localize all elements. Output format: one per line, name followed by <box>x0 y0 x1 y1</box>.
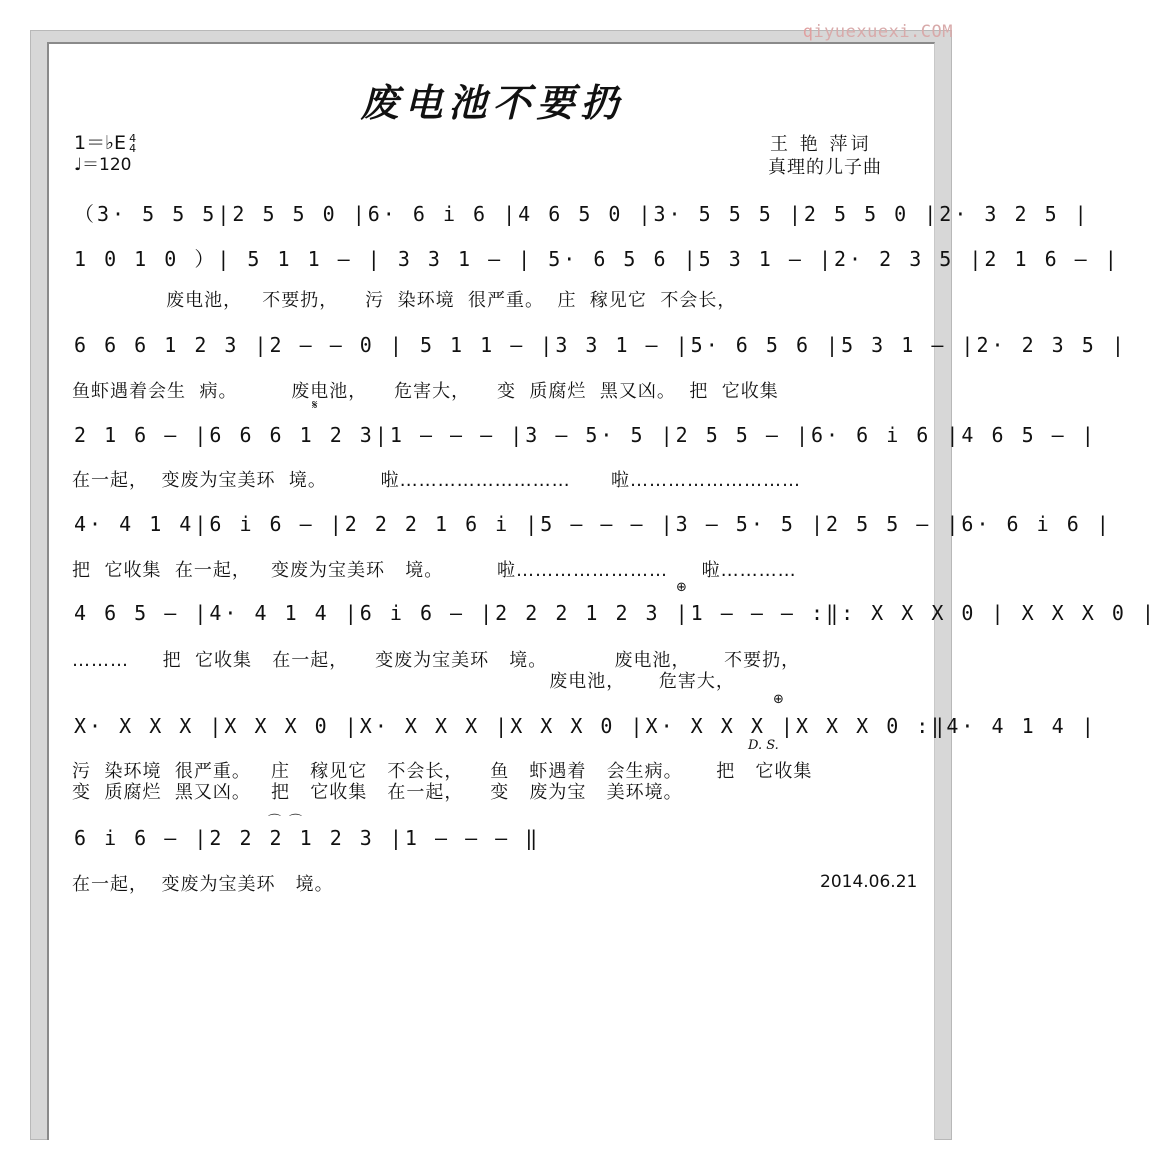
key-text: 1＝♭E <box>74 132 127 154</box>
song-title: 废电池不要扔 <box>360 80 625 125</box>
lyrics-line-4: 在一起， 变废为宝美环 境。 啦……………………… 啦……………………… <box>72 470 801 491</box>
lyrics-line-7a: 污 染环境 很严重。 庄 稼见它 不会长， 鱼 虾遇着 会生病。 把 它收集 <box>72 761 813 782</box>
fermata-mark-2: ⌒ <box>289 814 303 829</box>
date-stamp: 2014.06.21 <box>820 872 918 892</box>
notation-line-1: （3· 5 5 5|2 5 5 0 |6· 6 i 6 |4 6 5 0 |3· 5 5 5 |2 5 5 0 |2· 3 2 5 | <box>74 202 1090 226</box>
notation-line-7: X· X X X |X X X 0 |X· X X X |X X X 0 |X· X X X |X X X 0 :‖4· 4 1 4 | <box>74 714 1097 738</box>
notation-line-2: 1 0 1 0 ）| 5 1 1 — | 3 3 1 — | 5· 6 5 6 |5 3 1 — |2· 2 3 5 |2 1 6 — | <box>74 247 1120 271</box>
composer-credit: 真理的儿子曲 <box>768 157 882 178</box>
notation-line-3: 6 6 6 1 2 3 |2 — — 0 | 5 1 1 — |3 3 1 — |5· 6 5 6 |5 3 1 — |2· 2 3 5 | <box>74 333 1127 357</box>
segno-mark: 𝄋 <box>312 398 318 413</box>
time-signature: 4 4 <box>129 131 137 155</box>
coda-mark-2: ⊕ <box>773 692 784 707</box>
watermark: qiyuexuexi.COM <box>802 22 953 42</box>
lyrics-line-5: 把 它收集 在一起， 变废为宝美环 境。 啦…………………… 啦………… <box>72 560 797 581</box>
ds-marking: D. S. <box>748 738 779 753</box>
fermata-mark-1: ⌒ <box>268 814 282 829</box>
lyrics-line-3: 鱼虾遇着会生 病。 废电池， 危害大， 变 质腐烂 黑又凶。 把 它收集 <box>72 381 779 402</box>
lyricist-credit: 王 艳 萍词 <box>770 134 872 155</box>
lyrics-line-6a: ……… 把 它收集 在一起， 变废为宝美环 境。 废电池， 不要扔， <box>72 650 801 671</box>
notation-line-6: 4 6 5 — |4· 4 1 4 |6 i 6 — |2 2 2 1 2 3 |1 — — — :‖: X X X 0 | X X X 0 | <box>74 601 1157 625</box>
lyrics-line-2: 废电池， 不要扔， 污 染环境 很严重。 庄 稼见它 不会长， <box>72 290 737 311</box>
notation-line-4: 2 1 6 — |6 6 6 1 2 3|1 — — — |3 — 5· 5 |2 5 5 — |6· 6 i 6 |4 6 5 — | <box>74 423 1097 447</box>
lyrics-line-7b: 变 质腐烂 黑又凶。 把 它收集 在一起， 变 废为宝 美环境。 <box>72 782 683 803</box>
tempo-marking: ♩＝120 <box>74 155 132 175</box>
notation-line-5: 4· 4 1 4|6 i 6 — |2 2 2 1 6 i |5 — — — |3 — 5· 5 |2 5 5 — |6· 6 i 6 | <box>74 512 1112 536</box>
lyrics-line-8: 在一起， 变废为宝美环 境。 <box>72 874 334 895</box>
notation-line-8: 6 i 6 — |2 2 2 1 2 3 |1 — — — ‖ <box>74 826 541 850</box>
coda-mark-1: ⊕ <box>676 580 687 595</box>
lyrics-line-6b: 废电池， 危害大， <box>72 671 735 692</box>
